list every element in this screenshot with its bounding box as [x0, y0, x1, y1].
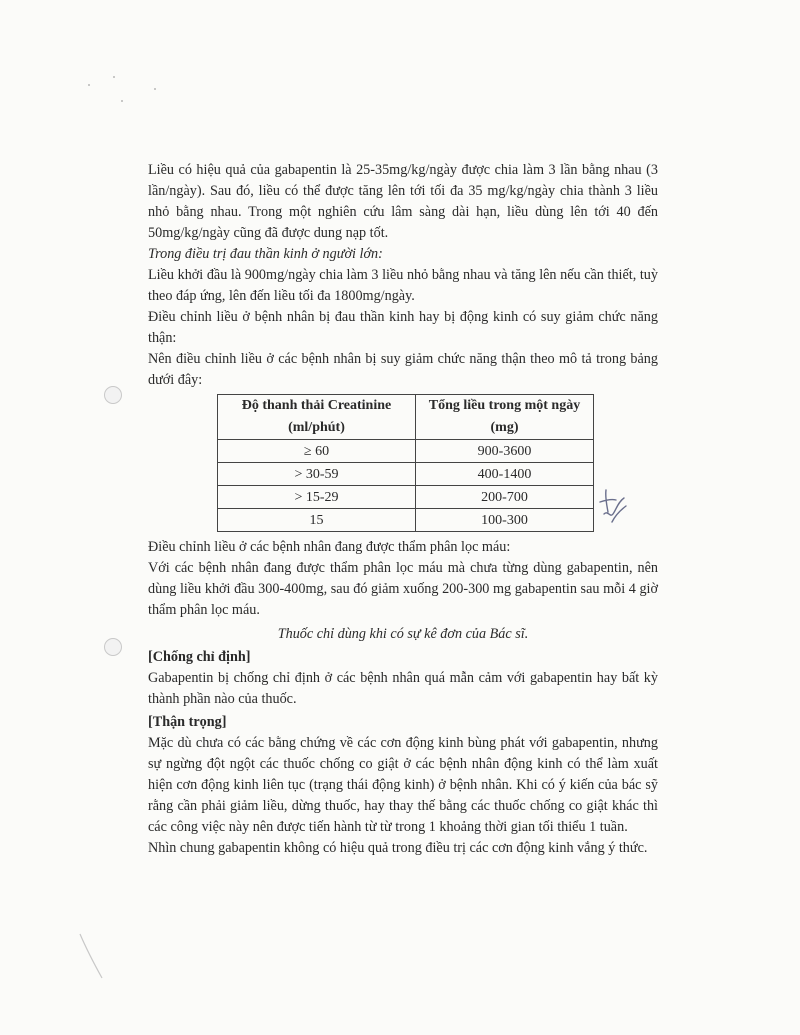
- paragraph-neuropathic-heading: Trong điều trị đau thần kinh ở người lớn:: [148, 246, 383, 262]
- table-row: [218, 486, 594, 509]
- scan-edge-mark: [78, 930, 108, 990]
- table-cell: 400-1400: [416, 463, 594, 486]
- paragraph-renal-adjustment-text: Nên điều chỉnh liều ở các bệnh nhân bị suy giảm chức năng thận theo mô tả trong bảng dưới đây:: [148, 351, 658, 388]
- paragraph-dialysis-text: Với các bệnh nhân đang được thẩm phân lọc máu mà chưa từng dùng gabapentin, nên dùng liều khởi đầu 300-400mg, sau đó giảm xuống 200-300 mg gabapentin sau mỗi 4 giờ thẩm phân lọc máu.: [148, 560, 658, 618]
- table-cell: > 15-29: [218, 486, 416, 509]
- table-row: [218, 463, 594, 486]
- paragraph-dialysis-heading: Điều chỉnh liều ở các bệnh nhân đang được thẩm phân lọc máu:: [148, 539, 511, 555]
- table-cell: 200-700: [416, 486, 594, 509]
- table-row: [218, 440, 594, 463]
- initials-signature-mark: [596, 488, 630, 530]
- renal-dose-table: [217, 394, 594, 532]
- table-cell: ≥ 60: [218, 440, 416, 463]
- table-cell: 15: [218, 509, 416, 532]
- table-cell: 900-3600: [416, 440, 594, 463]
- table-header-total-dose: Tổng liều trong một ngày (mg): [416, 395, 594, 440]
- precautions-summary: Nhìn chung gabapentin không có hiệu quả trong điều trị các cơn động kinh vắng ý thức.: [148, 840, 648, 856]
- binder-hole-bottom: [104, 638, 122, 656]
- table-cell: > 30-59: [218, 463, 416, 486]
- paragraph-effective-dose: Liều có hiệu quả của gabapentin là 25-35mg/kg/ngày được chia làm 3 lần bằng nhau (3 lần/ngày). Sau đó, liều có thể được tăng lên tới tối đa 35 mg/kg/ngày chia thành 3 liều nhỏ bằng nhau. Trong một nghiên cứu lâm sàng dài hạn, liều dùng lên tới 40 đến 50mg/kg/ngày cũng đã được dung nạp tốt.: [148, 162, 658, 241]
- document-body: [148, 160, 658, 859]
- paragraph-renal-adjustment-heading: Điều chỉnh liều ở bệnh nhân bị đau thần kinh hay bị động kinh có suy giảm chức năng thận:: [148, 309, 658, 346]
- contraindication-heading: [Chống chỉ định]: [148, 649, 251, 665]
- binder-hole-top: [104, 386, 122, 404]
- table-header-clearance: Độ thanh thải Creatinine (ml/phút): [218, 395, 416, 440]
- table-row: [218, 509, 594, 532]
- contraindication-text: Gabapentin bị chống chỉ định ở các bệnh nhân quá mẫn cảm với gabapentin hay bất kỳ thành phần nào của thuốc.: [148, 670, 658, 707]
- table-cell: 100-300: [416, 509, 594, 532]
- prescription-note: Thuốc chỉ dùng khi có sự kê đơn của Bác sĩ.: [277, 626, 529, 642]
- paragraph-starting-dose: Liều khởi đầu là 900mg/ngày chia làm 3 liều nhỏ bằng nhau và tăng lên nếu cần thiết, tuỳ theo đáp ứng, lên đến liều tối đa 1800mg/ngày.: [148, 267, 658, 304]
- table-header-row: [218, 395, 594, 440]
- precautions-text: Mặc dù chưa có các bằng chứng về các cơn động kinh bùng phát với gabapentin, nhưng sự ngừng đột ngột các thuốc chống co giật ở các bệnh nhân động kinh có thể làm xuất hiện cơn động kinh liên tục (trạng thái động kinh) ở bệnh nhân. Khi có ý kiến của bác sỹ rằng cần phải giảm liều, dừng thuốc, hay thay thế bằng các thuốc chống co giật khác thì các công việc này nên được tiến hành từ từ trong 1 khoảng thời gian tối thiểu 1 tuần.: [148, 735, 658, 835]
- precautions-heading: [Thận trọng]: [148, 714, 227, 730]
